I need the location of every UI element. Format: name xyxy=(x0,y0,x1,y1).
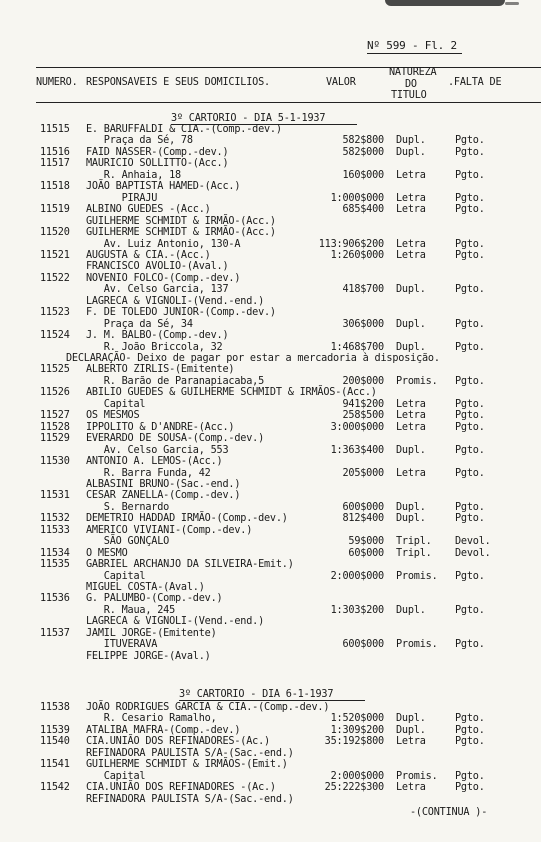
record-text: R. Cesario Ramalho, xyxy=(86,713,217,725)
record-text: GUILHERME SCHMIDT & IRMÃOS-(Emit.) xyxy=(86,759,288,771)
record-number: 11527 xyxy=(40,410,70,422)
record-value: 2:000$000 xyxy=(330,770,384,782)
page-reference-rule xyxy=(367,53,462,54)
record-kind: Letra xyxy=(396,782,426,794)
record-reason: Pgto. xyxy=(455,736,485,748)
record-text: R. Anhaia, 18 xyxy=(86,169,181,181)
record-kind: Dupl. xyxy=(396,604,426,616)
record-text: R. Maua, 245 xyxy=(86,604,176,616)
record-number: 11528 xyxy=(40,421,70,433)
page-reference: Nº 599 - Fl. 2 xyxy=(367,39,457,52)
record-kind: Dupl. xyxy=(396,135,426,147)
record-kind: Dupl. xyxy=(396,501,426,513)
record-kind: Dupl. xyxy=(396,341,426,353)
record-text: S. Bernardo xyxy=(86,501,170,513)
record-text: ALBERTO ZIRLIS-(Emitente) xyxy=(86,364,235,376)
record-number: 11538 xyxy=(40,702,70,713)
header-top-rule xyxy=(36,67,541,68)
record-number: 11542 xyxy=(40,782,70,794)
record-text: Capital xyxy=(86,570,146,582)
record-text: ALBASINI BRUNO-(Sac.-end.) xyxy=(86,478,241,490)
record-text: SÃO GONÇALO xyxy=(86,536,170,548)
record-reason: Pgto. xyxy=(455,604,485,616)
record-text: FRANCISCO AVOLIO-(Aval.) xyxy=(86,261,229,273)
header-do: DO xyxy=(405,79,417,90)
record-text: IPPOLITO & D'ANDRE-(Acc.) xyxy=(86,421,235,433)
record-value: 582$800 xyxy=(342,135,384,147)
record-kind: Letra xyxy=(396,467,426,479)
record-value: 306$000 xyxy=(342,318,384,330)
record-number: 11520 xyxy=(40,227,70,239)
record-reason: Pgto. xyxy=(455,782,485,794)
record-kind: Letra xyxy=(396,169,426,181)
record-value: 1:309$200 xyxy=(330,724,384,736)
record-text: AUGUSTA & CIA.-(Acc.) xyxy=(86,249,211,261)
record-number: 11518 xyxy=(40,181,70,193)
record-text: CIA.UNIÃO DOS REFINADORES-(Ac.) xyxy=(86,736,270,748)
record-kind: Letra xyxy=(396,238,426,250)
record-reason: Pgto. xyxy=(455,639,485,651)
record-text: Av. Luiz Antonio, 130-A xyxy=(86,238,241,250)
record-value: 25:222$300 xyxy=(324,782,384,794)
record-value: 812$400 xyxy=(342,513,384,525)
record-text: ALBINO GUEDES -(Acc.) xyxy=(86,204,211,216)
record-kind: Letra xyxy=(396,736,426,748)
record-number: 11531 xyxy=(40,490,70,502)
record-reason: Pgto. xyxy=(455,204,485,216)
record-text: F. DE TOLEDO JUNIOR-(Comp.-dev.) xyxy=(86,307,276,319)
record-kind: Letra xyxy=(396,204,426,216)
record-reason: Pgto. xyxy=(455,249,485,261)
record-reason: Pgto. xyxy=(455,238,485,250)
record-text: R. João Briccola, 32 xyxy=(86,341,223,353)
header-numero: NUMERO. xyxy=(36,77,78,88)
record-number: 11534 xyxy=(40,547,70,559)
record-value: 2:000$000 xyxy=(330,570,384,582)
record-reason: Pgto. xyxy=(455,410,485,422)
record-text: CESAR ZANELLA-(Comp.-dev.) xyxy=(86,490,241,502)
record-value: 200$000 xyxy=(342,375,384,387)
record-value: 1:000$000 xyxy=(330,192,384,204)
record-kind: Tripl. xyxy=(396,536,432,548)
record-text: Praça da Sé, 34 xyxy=(86,318,193,330)
record-number: 11523 xyxy=(40,307,70,319)
record-kind: Dupl. xyxy=(396,318,426,330)
record-reason: Pgto. xyxy=(455,135,485,147)
record-kind: Dupl. xyxy=(396,513,426,525)
record-number: 11533 xyxy=(40,524,70,536)
record-value: 1:468$700 xyxy=(330,341,384,353)
record-text: REFINADORA PAULISTA S/A-(Sac.-end.) xyxy=(86,747,294,759)
record-kind: Dupl. xyxy=(396,284,426,296)
continuation-note: -(CONTINUA )- xyxy=(410,807,488,818)
record-text: ATALIBA MAFRA-(Comp.-dev.) xyxy=(86,724,241,736)
record-value: 160$000 xyxy=(342,169,384,181)
record-reason: Pgto. xyxy=(455,444,485,456)
record-number: 11524 xyxy=(40,330,70,342)
record-text: E. BARUFFALDI & CIA.-(Comp.-dev.) xyxy=(86,124,282,135)
record-text: Av. Celso Garcia, 137 xyxy=(86,284,229,296)
record-number: 11536 xyxy=(40,593,70,605)
record-value: 3:000$000 xyxy=(330,421,384,433)
record-text: LAGRECA & VIGNOLI-(Vend.-end.) xyxy=(86,616,265,628)
record-number: 11530 xyxy=(40,456,70,468)
record-number: 11541 xyxy=(40,759,70,771)
record-text: O MESMO xyxy=(86,547,128,559)
record-number: 11516 xyxy=(40,146,70,158)
record-text: DEMETRIO HADDAD IRMÃO-(Comp.-dev.) xyxy=(86,513,288,525)
record-number: 11535 xyxy=(40,559,70,571)
record-value: 941$200 xyxy=(342,398,384,410)
record-kind: Dupl. xyxy=(396,724,426,736)
record-value: 1:520$000 xyxy=(330,713,384,725)
record-text: Capital xyxy=(86,770,146,782)
record-reason: Pgto. xyxy=(455,770,485,782)
record-kind: Letra xyxy=(396,192,426,204)
record-kind: Promis. xyxy=(396,770,438,782)
record-text: JAMIL JORGE-(Emitente) xyxy=(86,627,217,639)
record-text: R. Barra Funda, 42 xyxy=(86,467,211,479)
record-reason: Pgto. xyxy=(455,169,485,181)
record-text: DECLARAÇÃO- Deixo de pagar por estar a mercadoria à disposição. xyxy=(66,353,440,364)
record-reason: Pgto. xyxy=(455,375,485,387)
record-kind: Dupl. xyxy=(396,444,426,456)
record-number: 11537 xyxy=(40,627,70,639)
record-reason: Pgto. xyxy=(455,146,485,158)
record-value: 258$500 xyxy=(342,410,384,422)
record-text: GUILHERME SCHMIDT & IRMÃO-(Acc.) xyxy=(86,227,276,239)
section-heading-2-rule xyxy=(179,700,365,701)
record-reason: Pgto. xyxy=(455,467,485,479)
header-valor: VALOR xyxy=(326,77,356,88)
record-value: 113:906$200 xyxy=(318,238,384,250)
record-text: OS MESMOS xyxy=(86,410,140,422)
record-reason: Pgto. xyxy=(455,513,485,525)
record-text: EVERARDO DE SOUSA-(Comp.-dev.) xyxy=(86,433,265,445)
record-text: Av. Celso Garcia, 553 xyxy=(86,444,229,456)
record-value: 600$000 xyxy=(342,639,384,651)
record-text: AMERICO VIVIANI-(Comp.-dev.) xyxy=(86,524,253,536)
record-reason: Pgto. xyxy=(455,398,485,410)
record-reason: Pgto. xyxy=(455,421,485,433)
record-reason: Pgto. xyxy=(455,724,485,736)
header-titulo: TITULO xyxy=(391,90,427,101)
record-text: REFINADORA PAULISTA S/A-(Sac.-end.) xyxy=(86,793,294,805)
record-text: GUILHERME SCHMIDT & IRMÃO-(Acc.) xyxy=(86,215,276,227)
record-kind: Tripl. xyxy=(396,547,432,559)
record-text: Capital xyxy=(86,398,146,410)
record-number: 11525 xyxy=(40,364,70,376)
ink-smudge xyxy=(505,2,519,5)
record-value: 1:260$000 xyxy=(330,249,384,261)
record-number: 11515 xyxy=(40,124,70,135)
record-value: 1:363$400 xyxy=(330,444,384,456)
record-text: J. M. BALBO-(Comp.-dev.) xyxy=(86,330,229,342)
record-number: 11526 xyxy=(40,387,70,399)
record-text: FELIPPE JORGE-(Aval.) xyxy=(86,650,211,662)
record-text: MAURICIO SOLLITTO-(Acc.) xyxy=(86,158,229,170)
record-text: ANTONIO A. LEMOS-(Acc.) xyxy=(86,456,223,468)
record-kind: Dupl. xyxy=(396,713,426,725)
record-number: 11517 xyxy=(40,158,70,170)
record-number: 11529 xyxy=(40,433,70,445)
record-kind: Letra xyxy=(396,398,426,410)
record-kind: Dupl. xyxy=(396,146,426,158)
record-number: 11521 xyxy=(40,249,70,261)
record-text: PIRAJU xyxy=(86,192,158,204)
ink-smudge xyxy=(385,0,505,6)
record-kind: Letra xyxy=(396,249,426,261)
record-reason: Devol. xyxy=(455,547,491,559)
record-value: 59$000 xyxy=(348,536,384,548)
record-value: 1:303$200 xyxy=(330,604,384,616)
record-value: 60$000 xyxy=(348,547,384,559)
record-text: ITUVERAVA xyxy=(86,639,158,651)
record-text: G. PALUMBO-(Comp.-dev.) xyxy=(86,593,223,605)
record-reason: Pgto. xyxy=(455,192,485,204)
record-kind: Promis. xyxy=(396,375,438,387)
section-heading-1: 3º CARTORIO - DIA 5-1-1937 xyxy=(171,113,326,124)
record-text: MIGUEL COSTA-(Aval.) xyxy=(86,582,205,593)
record-value: 582$000 xyxy=(342,146,384,158)
record-number: 11519 xyxy=(40,204,70,216)
record-number: 11532 xyxy=(40,513,70,525)
record-value: 685$400 xyxy=(342,204,384,216)
record-text: Praça da Sé, 78 xyxy=(86,135,193,147)
record-text: LAGRECA & VIGNOLI-(Vend.-end.) xyxy=(86,295,265,307)
record-text: JOÃO BAPTISTA HAMED-(Acc.) xyxy=(86,181,241,193)
record-number: 11522 xyxy=(40,272,70,284)
record-text: JOÃO RODRIGUES GARCIA & CIA.-(Comp.-dev.) xyxy=(86,702,330,713)
record-number: 11539 xyxy=(40,724,70,736)
header-falta: .FALTA DE xyxy=(448,77,502,88)
record-text: CIA.UNIÃO DOS REFINADORES -(Ac.) xyxy=(86,782,276,794)
record-reason: Pgto. xyxy=(455,318,485,330)
record-reason: Pgto. xyxy=(455,284,485,296)
record-text: GABRIEL ARCHANJO DA SILVEIRA-Emit.) xyxy=(86,559,294,571)
record-value: 600$000 xyxy=(342,501,384,513)
header-responsaveis: RESPONSAVEIS E SEUS DOMICILIOS. xyxy=(86,77,270,88)
header-natureza: NATUREZA xyxy=(389,67,437,78)
header-bottom-rule xyxy=(36,102,541,103)
record-reason: Pgto. xyxy=(455,341,485,353)
section-heading-2: 3º CARTORIO - DIA 6-1-1937 xyxy=(179,689,334,700)
record-reason: Pgto. xyxy=(455,713,485,725)
record-value: 35:192$800 xyxy=(324,736,384,748)
record-reason: Pgto. xyxy=(455,501,485,513)
record-number: 11540 xyxy=(40,736,70,748)
record-text: FAID NASSER-(Comp.-dev.) xyxy=(86,146,229,158)
record-text: NOVENIO FOLCO-(Comp.-dev.) xyxy=(86,272,241,284)
record-kind: Promis. xyxy=(396,570,438,582)
record-value: 205$000 xyxy=(342,467,384,479)
record-text: ABILIO GUEDES & GUILHERME SCHMIDT & IRMÃOS-(Acc.) xyxy=(86,387,377,399)
record-kind: Letra xyxy=(396,410,426,422)
record-kind: Promis. xyxy=(396,639,438,651)
record-kind: Letra xyxy=(396,421,426,433)
record-reason: Devol. xyxy=(455,536,491,548)
record-reason: Pgto. xyxy=(455,570,485,582)
record-value: 418$700 xyxy=(342,284,384,296)
record-text: R. Barão de Paranapiacaba,5 xyxy=(86,375,265,387)
